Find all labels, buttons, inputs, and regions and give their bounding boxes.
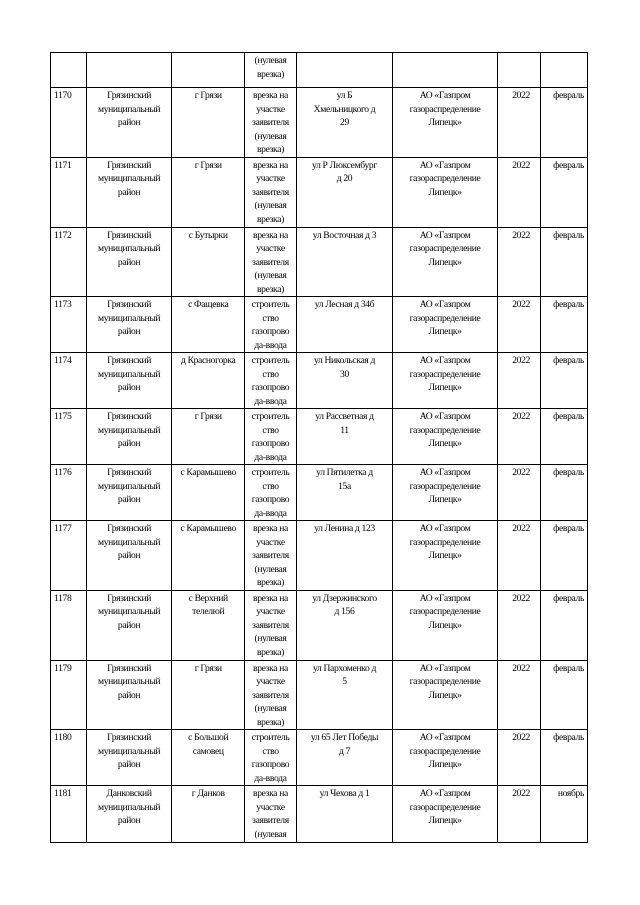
district-text: Грязинский муниципальный район [97,523,161,561]
address-cell [297,227,393,297]
row-number-cell [51,521,87,591]
address-cell [297,521,393,591]
organization-cell [392,227,497,297]
row-number: 1179 [54,662,72,674]
organization-text: АО «Газпром газораспределение Липецк» [409,90,481,128]
year-cell [498,353,541,409]
year-cell [498,786,541,843]
work-type-cell [244,227,296,297]
work-type-cell [244,53,296,88]
row-number-cell [51,465,87,521]
row-number: 1176 [54,467,72,478]
organization-text: АО «Газпром газораспределение Липецк» [409,732,481,770]
work-type-text: врезка на участке заявителя (нулевая врезка) [252,159,289,225]
year-text: 2022 [512,467,530,478]
table-row [51,157,588,227]
table-row [51,227,588,297]
address-cell [297,353,393,409]
district-cell [86,786,172,843]
locality-text: с Фащевка [188,299,229,310]
district-text: Данковский муниципальный район [97,788,161,826]
organization-cell [392,88,497,158]
address-text: ул 65 Лет Победы д 7 [310,732,379,757]
address-text: ул Б Хмельницкого д 29 [313,90,376,128]
year-text: 2022 [512,90,530,101]
work-type-cell [244,521,296,591]
month-cell [540,660,587,730]
locality-cell [172,730,244,786]
row-number: 1170 [54,90,72,101]
district-text: Грязинский муниципальный район [97,662,161,701]
address-cell [297,465,393,521]
organization-cell [392,786,497,843]
year-text: 2022 [512,411,530,422]
locality-cell [172,53,244,88]
district-cell [86,660,172,730]
year-text: 2022 [512,159,530,171]
month-cell [540,590,587,660]
month-cell [540,786,587,843]
district-cell [86,590,172,660]
month-cell [540,227,587,297]
organization-text: АО «Газпром газораспределение Липецк» [409,788,481,826]
row-number: 1173 [54,299,72,310]
district-cell [86,157,172,227]
address-cell [297,409,393,465]
table-row [51,521,588,591]
year-cell [498,730,541,786]
month-text: февраль [553,523,584,534]
organization-cell [392,353,497,409]
locality-text: г Грязи [194,159,222,171]
year-cell [498,521,541,591]
locality-text: г Грязи [194,662,222,674]
table-row [51,409,588,465]
organization-cell [392,521,497,591]
year-text: 2022 [512,592,530,604]
district-text: Грязинский муниципальный район [97,411,161,449]
row-number-cell [51,53,87,88]
work-type-cell [244,353,296,409]
work-type-cell [244,409,296,465]
year-cell [498,88,541,158]
work-type-cell [244,157,296,227]
year-text: 2022 [512,788,530,799]
address-cell [297,297,393,353]
year-text: 2022 [512,229,530,241]
month-text: февраль [553,467,584,478]
organization-cell [392,590,497,660]
month-cell [540,521,587,591]
year-cell [498,227,541,297]
organization-text: АО «Газпром газораспределение Липецк» [409,299,481,337]
address-text: ул Чехова д 1 [319,788,370,799]
organization-text: АО «Газпром газораспределение Липецк» [409,467,481,505]
address-cell [297,590,393,660]
district-cell [86,227,172,297]
work-type-text: врезка на участке заявителя (нулевая врезка) [252,592,289,658]
locality-cell [172,353,244,409]
year-cell [498,660,541,730]
address-text: ул Р Люксембург д 20 [312,159,377,184]
district-cell [86,730,172,786]
month-text: февраль [553,159,584,171]
year-text: 2022 [512,299,530,310]
month-cell [540,409,587,465]
row-number-cell [51,353,87,409]
month-text: февраль [553,662,584,674]
organization-text: АО «Газпром газораспределение Липецк» [409,411,481,449]
row-number: 1177 [54,523,72,534]
month-text: февраль [553,299,584,310]
year-cell [498,409,541,465]
district-text: Грязинский муниципальный район [97,159,161,198]
locality-text: с Бутырки [188,229,228,241]
district-cell [86,297,172,353]
locality-cell [172,157,244,227]
table-row [51,297,588,353]
work-type-cell [244,660,296,730]
organization-text: АО «Газпром газораспределение Липецк» [409,355,481,393]
row-number-cell [51,227,87,297]
locality-cell [172,590,244,660]
work-type-text: строитель ство газопрово да-ввода [251,467,290,519]
address-text: ул Рассветная д 11 [315,411,374,436]
work-type-text: (нулевая врезка) [254,55,287,80]
address-text: ул Ленина д 123 [314,523,375,534]
work-type-text: врезка на участке заявителя (нулевая врезка) [252,662,289,728]
district-cell [86,465,172,521]
address-cell [297,88,393,158]
address-text: ул Восточная д 3 [312,229,377,241]
row-number-cell [51,409,87,465]
locality-cell [172,465,244,521]
locality-cell [172,409,244,465]
row-number: 1172 [54,229,72,241]
month-text: ноябрь [557,788,584,799]
table-row [51,53,588,88]
month-cell [540,730,587,786]
month-cell [540,465,587,521]
locality-text: с Карамышево [180,523,236,534]
district-text: Грязинский муниципальный район [97,592,161,631]
table-row [51,88,588,158]
table-row [51,786,588,843]
work-type-cell [244,786,296,843]
work-type-cell [244,590,296,660]
work-type-text: строитель ство газопрово да-ввода [251,732,290,784]
district-cell [86,353,172,409]
address-cell [297,157,393,227]
locality-cell [172,297,244,353]
organization-cell [392,660,497,730]
year-cell [498,53,541,88]
locality-cell [172,88,244,158]
organization-text: АО «Газпром газораспределение Липецк» [409,159,481,198]
row-number: 1174 [54,355,72,366]
locality-text: с Верхний телелюй [188,592,228,617]
year-text: 2022 [512,355,530,366]
year-cell [498,590,541,660]
year-cell [498,157,541,227]
address-cell [297,53,393,88]
month-text: февраль [553,411,584,422]
district-text: Грязинский муниципальный район [97,299,161,337]
locality-text: с Карамышево [180,467,236,478]
district-cell [86,409,172,465]
organization-cell [392,730,497,786]
locality-text: г Грязи [194,90,222,101]
row-number: 1175 [54,411,72,422]
address-text: ул Никольская д 30 [313,355,376,380]
district-cell [86,53,172,88]
work-type-text: врезка на участке заявителя (нулевая врезка) [252,523,289,588]
month-text: февраль [553,732,584,743]
table-body [51,53,588,843]
work-type-text: строитель ство газопрово да-ввода [251,411,290,463]
month-cell [540,157,587,227]
address-cell [297,786,393,843]
district-text: Грязинский муниципальный район [97,467,161,505]
locality-text: д Красногорка [180,355,236,366]
month-cell [540,53,587,88]
locality-text: г Данков [191,788,225,799]
table-row [51,465,588,521]
organization-text: АО «Газпром газораспределение Липецк» [409,592,481,631]
row-number-cell [51,730,87,786]
locality-cell [172,786,244,843]
row-number-cell [51,786,87,843]
row-number-cell [51,590,87,660]
work-type-cell [244,88,296,158]
table-row [51,730,588,786]
year-text: 2022 [512,523,530,534]
work-type-text: строитель ство газопрово да-ввода [251,355,290,407]
month-text: февраль [553,592,584,604]
district-text: Грязинский муниципальный район [97,90,161,128]
gas-connection-table [50,52,588,843]
locality-text: с Большой самовец [188,732,229,757]
row-number-cell [51,88,87,158]
work-type-text: врезка на участке заявителя (нулевая врезка) [252,90,289,155]
organization-text: АО «Газпром газораспределение Липецк» [409,523,481,561]
year-cell [498,465,541,521]
organization-cell [392,53,497,88]
month-cell [540,297,587,353]
organization-text: АО «Газпром газораспределение Липецк» [409,229,481,268]
table-row [51,353,588,409]
organization-text: АО «Газпром газораспределение Липецк» [409,662,481,701]
work-type-text: врезка на участке заявителя (нулевая [252,788,289,840]
address-text: ул Дзержинского д 156 [312,592,377,617]
organization-cell [392,409,497,465]
row-number: 1178 [54,592,72,604]
row-number-cell [51,660,87,730]
table-row [51,590,588,660]
year-cell [498,297,541,353]
work-type-cell [244,297,296,353]
locality-cell [172,521,244,591]
district-text: Грязинский муниципальный район [97,229,161,268]
work-type-text: строитель ство газопрово да-ввода [251,299,290,351]
year-text: 2022 [512,662,530,674]
row-number-cell [51,297,87,353]
locality-cell [172,227,244,297]
table-row [51,660,588,730]
month-text: февраль [553,229,584,241]
month-text: февраль [553,355,584,366]
locality-cell [172,660,244,730]
district-text: Грязинский муниципальный район [97,355,161,393]
address-text: ул Пятилетка д 15а [316,467,373,492]
row-number: 1181 [54,788,72,799]
organization-cell [392,157,497,227]
organization-cell [392,465,497,521]
month-cell [540,353,587,409]
month-cell [540,88,587,158]
address-cell [297,730,393,786]
row-number: 1171 [54,159,72,171]
work-type-text: врезка на участке заявителя (нулевая врезка) [252,229,289,295]
month-text: февраль [553,90,584,101]
district-text: Грязинский муниципальный район [97,732,161,770]
address-text: ул Лесная д 34б [314,299,375,310]
district-cell [86,521,172,591]
organization-cell [392,297,497,353]
address-cell [297,660,393,730]
work-type-cell [244,730,296,786]
row-number: 1180 [54,732,72,743]
year-text: 2022 [512,732,530,743]
row-number-cell [51,157,87,227]
locality-text: г Грязи [194,411,222,422]
district-cell [86,88,172,158]
address-text: ул Пархоменко д 5 [312,662,377,687]
work-type-cell [244,465,296,521]
